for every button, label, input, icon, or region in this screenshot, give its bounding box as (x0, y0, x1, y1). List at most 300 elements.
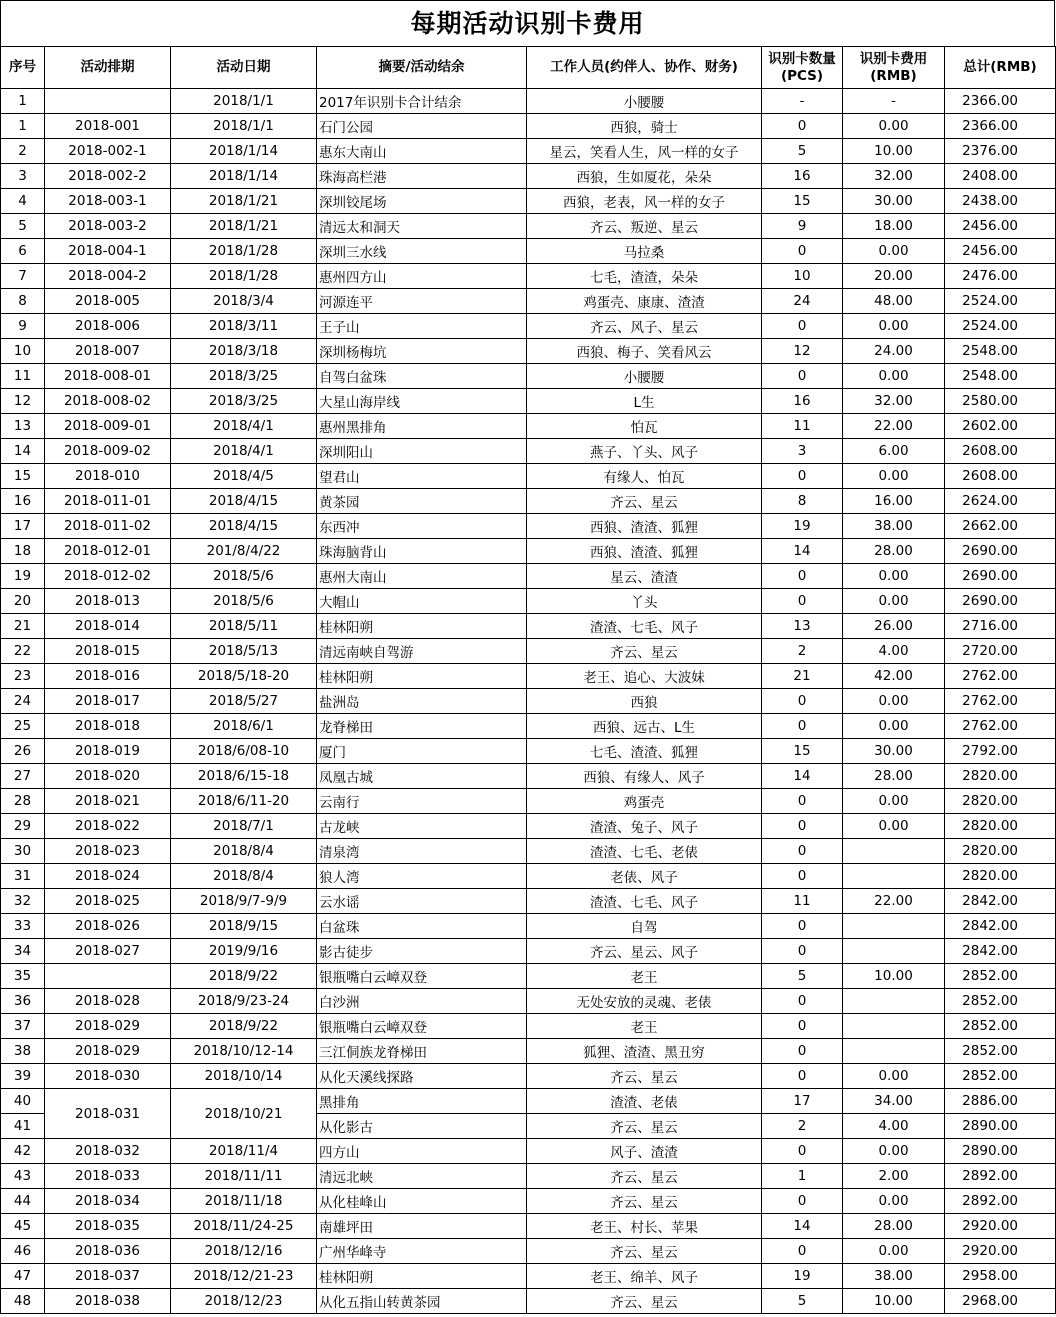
cell-summary[interactable]: 大星山海岸线 (317, 389, 527, 414)
cell-summary[interactable]: 桂林阳朔 (317, 614, 527, 639)
cell-seq[interactable]: 33 (1, 914, 45, 939)
cell-date[interactable]: 2018/4/15 (171, 489, 317, 514)
cell-fee[interactable]: 30.00 (843, 739, 945, 764)
cell-count[interactable]: 0 (762, 1239, 843, 1264)
cell-schedule[interactable]: 2018-023 (45, 839, 171, 864)
cell-staff[interactable]: 渣渣、七毛、风子 (527, 614, 762, 639)
cell-summary[interactable]: 狼人湾 (317, 864, 527, 889)
cell-total[interactable]: 2608.00 (945, 464, 1056, 489)
cell-staff[interactable]: 西狼，老表，风一样的女子 (527, 189, 762, 214)
cell-seq[interactable]: 29 (1, 814, 45, 839)
cell-summary[interactable]: 白沙洲 (317, 989, 527, 1014)
cell-staff[interactable]: 齐云、星云 (527, 489, 762, 514)
cell-count[interactable]: 0 (762, 789, 843, 814)
cell-staff[interactable]: 燕子、丫头、风子 (527, 439, 762, 464)
cell-fee[interactable] (843, 989, 945, 1014)
cell-seq[interactable]: 30 (1, 839, 45, 864)
cell-total[interactable]: 2580.00 (945, 389, 1056, 414)
cell-total[interactable]: 2820.00 (945, 839, 1056, 864)
cell-count[interactable]: - (762, 89, 843, 114)
cell-count[interactable]: 5 (762, 1289, 843, 1314)
cell-total[interactable]: 2376.00 (945, 139, 1056, 164)
cell-total[interactable]: 2602.00 (945, 414, 1056, 439)
cell-date[interactable]: 2018/3/18 (171, 339, 317, 364)
cell-count[interactable]: 0 (762, 1039, 843, 1064)
cell-fee[interactable]: 0.00 (843, 1064, 945, 1089)
cell-total[interactable]: 2524.00 (945, 314, 1056, 339)
cell-staff[interactable]: 马拉桑 (527, 239, 762, 264)
cell-seq[interactable]: 2 (1, 139, 45, 164)
cell-staff[interactable]: 齐云、星云 (527, 1239, 762, 1264)
cell-summary[interactable]: 银瓶嘴白云嶂双登 (317, 1014, 527, 1039)
cell-seq[interactable]: 9 (1, 314, 45, 339)
cell-fee[interactable]: 22.00 (843, 889, 945, 914)
cell-seq[interactable]: 43 (1, 1164, 45, 1189)
cell-schedule[interactable]: 2018-037 (45, 1264, 171, 1289)
cell-summary[interactable]: 白盆珠 (317, 914, 527, 939)
cell-total[interactable]: 2968.00 (945, 1289, 1056, 1314)
cell-schedule[interactable]: 2018-006 (45, 314, 171, 339)
cell-count[interactable]: 2 (762, 1114, 843, 1139)
cell-total[interactable]: 2762.00 (945, 689, 1056, 714)
cell-staff[interactable]: 鸡蛋壳、康康、渣渣 (527, 289, 762, 314)
cell-summary[interactable]: 清远太和洞天 (317, 214, 527, 239)
cell-schedule[interactable]: 2018-033 (45, 1164, 171, 1189)
cell-summary[interactable]: 大帽山 (317, 589, 527, 614)
cell-total[interactable]: 2720.00 (945, 639, 1056, 664)
cell-summary[interactable]: 银瓶嘴白云嶂双登 (317, 964, 527, 989)
cell-total[interactable]: 2690.00 (945, 564, 1056, 589)
cell-fee[interactable] (843, 839, 945, 864)
cell-staff[interactable]: 小腰腰 (527, 89, 762, 114)
cell-count[interactable]: 19 (762, 514, 843, 539)
cell-staff[interactable]: 齐云、星云 (527, 639, 762, 664)
cell-count[interactable]: 10 (762, 264, 843, 289)
cell-fee[interactable]: 0.00 (843, 1239, 945, 1264)
cell-total[interactable]: 2920.00 (945, 1214, 1056, 1239)
cell-date[interactable]: 2018/1/21 (171, 214, 317, 239)
cell-seq[interactable]: 17 (1, 514, 45, 539)
cell-schedule[interactable]: 2018-001 (45, 114, 171, 139)
cell-fee[interactable]: 0.00 (843, 364, 945, 389)
cell-summary[interactable]: 清远北峡 (317, 1164, 527, 1189)
cell-fee[interactable]: 10.00 (843, 964, 945, 989)
cell-seq[interactable]: 20 (1, 589, 45, 614)
cell-seq[interactable]: 32 (1, 889, 45, 914)
cell-fee[interactable]: 0.00 (843, 589, 945, 614)
cell-count[interactable]: 16 (762, 164, 843, 189)
cell-summary[interactable]: 盐洲岛 (317, 689, 527, 714)
cell-seq[interactable]: 4 (1, 189, 45, 214)
cell-total[interactable]: 2624.00 (945, 489, 1056, 514)
cell-date[interactable]: 2018/4/1 (171, 439, 317, 464)
cell-summary[interactable]: 从化五指山转黄茶园 (317, 1289, 527, 1314)
cell-schedule[interactable] (45, 964, 171, 989)
cell-total[interactable]: 2548.00 (945, 339, 1056, 364)
cell-date[interactable]: 2018/1/28 (171, 239, 317, 264)
cell-seq[interactable]: 15 (1, 464, 45, 489)
cell-staff[interactable]: 老王 (527, 1014, 762, 1039)
cell-fee[interactable] (843, 864, 945, 889)
cell-total[interactable]: 2716.00 (945, 614, 1056, 639)
cell-staff[interactable]: 齐云、叛逆、星云 (527, 214, 762, 239)
cell-fee[interactable]: 48.00 (843, 289, 945, 314)
cell-schedule[interactable]: 2018-022 (45, 814, 171, 839)
cell-total[interactable]: 2958.00 (945, 1264, 1056, 1289)
cell-seq[interactable]: 40 (1, 1089, 45, 1114)
cell-total[interactable]: 2890.00 (945, 1114, 1056, 1139)
cell-total[interactable]: 2762.00 (945, 714, 1056, 739)
cell-date[interactable]: 2018/6/15-18 (171, 764, 317, 789)
cell-seq[interactable]: 19 (1, 564, 45, 589)
cell-summary[interactable]: 桂林阳朔 (317, 664, 527, 689)
cell-total[interactable]: 2456.00 (945, 239, 1056, 264)
cell-staff[interactable]: 渣渣、兔子、风子 (527, 814, 762, 839)
cell-staff[interactable]: 齐云、星云 (527, 1164, 762, 1189)
cell-count[interactable]: 1 (762, 1164, 843, 1189)
cell-fee[interactable]: 0.00 (843, 789, 945, 814)
cell-total[interactable]: 2792.00 (945, 739, 1056, 764)
cell-schedule[interactable]: 2018-011-01 (45, 489, 171, 514)
cell-seq[interactable]: 10 (1, 339, 45, 364)
cell-count[interactable]: 0 (762, 464, 843, 489)
cell-date[interactable]: 2018/1/1 (171, 89, 317, 114)
cell-staff[interactable]: 齐云、星云 (527, 1114, 762, 1139)
cell-summary[interactable]: 影古徒步 (317, 939, 527, 964)
cell-staff[interactable]: 西狼，骑士 (527, 114, 762, 139)
cell-summary[interactable]: 深圳杨梅坑 (317, 339, 527, 364)
cell-summary[interactable]: 黑排角 (317, 1089, 527, 1114)
cell-seq[interactable]: 36 (1, 989, 45, 1014)
cell-staff[interactable]: 西狼、渣渣、狐狸 (527, 514, 762, 539)
cell-fee[interactable]: 10.00 (843, 1289, 945, 1314)
cell-staff[interactable]: 丫头 (527, 589, 762, 614)
cell-date[interactable]: 2018/1/28 (171, 264, 317, 289)
cell-schedule[interactable]: 2018-025 (45, 889, 171, 914)
cell-seq[interactable]: 42 (1, 1139, 45, 1164)
cell-total[interactable]: 2366.00 (945, 89, 1056, 114)
cell-date[interactable]: 2018/9/7-9/9 (171, 889, 317, 914)
cell-total[interactable]: 2690.00 (945, 539, 1056, 564)
cell-date[interactable]: 2018/5/6 (171, 564, 317, 589)
cell-count[interactable]: 16 (762, 389, 843, 414)
cell-count[interactable]: 0 (762, 1014, 843, 1039)
cell-total[interactable]: 2690.00 (945, 589, 1056, 614)
cell-summary[interactable]: 珠海脑背山 (317, 539, 527, 564)
cell-schedule[interactable]: 2018-031 (45, 1089, 171, 1139)
cell-fee[interactable]: 0.00 (843, 1189, 945, 1214)
cell-count[interactable]: 0 (762, 939, 843, 964)
cell-seq[interactable]: 13 (1, 414, 45, 439)
cell-fee[interactable]: 42.00 (843, 664, 945, 689)
cell-total[interactable]: 2820.00 (945, 789, 1056, 814)
cell-seq[interactable]: 31 (1, 864, 45, 889)
cell-seq[interactable]: 39 (1, 1064, 45, 1089)
cell-seq[interactable]: 35 (1, 964, 45, 989)
cell-total[interactable]: 2524.00 (945, 289, 1056, 314)
cell-seq[interactable]: 22 (1, 639, 45, 664)
cell-fee[interactable]: 30.00 (843, 189, 945, 214)
cell-schedule[interactable]: 2018-008-02 (45, 389, 171, 414)
cell-summary[interactable]: 从化影古 (317, 1114, 527, 1139)
cell-summary[interactable]: 深圳铰尾场 (317, 189, 527, 214)
cell-count[interactable]: 21 (762, 664, 843, 689)
cell-schedule[interactable]: 2018-012-01 (45, 539, 171, 564)
cell-schedule[interactable]: 2018-036 (45, 1239, 171, 1264)
cell-fee[interactable] (843, 914, 945, 939)
cell-count[interactable]: 11 (762, 414, 843, 439)
cell-total[interactable]: 2662.00 (945, 514, 1056, 539)
cell-seq[interactable]: 46 (1, 1239, 45, 1264)
cell-fee[interactable]: 0.00 (843, 1139, 945, 1164)
cell-summary[interactable]: 深圳阳山 (317, 439, 527, 464)
cell-schedule[interactable]: 2018-003-1 (45, 189, 171, 214)
cell-schedule[interactable]: 2018-015 (45, 639, 171, 664)
cell-seq[interactable]: 37 (1, 1014, 45, 1039)
cell-fee[interactable]: 26.00 (843, 614, 945, 639)
cell-total[interactable]: 2456.00 (945, 214, 1056, 239)
cell-seq[interactable]: 34 (1, 939, 45, 964)
cell-total[interactable]: 2608.00 (945, 439, 1056, 464)
cell-fee[interactable]: 24.00 (843, 339, 945, 364)
cell-date[interactable]: 2018/3/25 (171, 364, 317, 389)
cell-date[interactable]: 2018/10/21 (171, 1089, 317, 1139)
cell-date[interactable]: 2018/4/1 (171, 414, 317, 439)
cell-staff[interactable]: 狐狸、渣渣、黑丑穷 (527, 1039, 762, 1064)
cell-summary[interactable]: 惠州黑排角 (317, 414, 527, 439)
cell-date[interactable]: 2018/6/1 (171, 714, 317, 739)
cell-summary[interactable]: 深圳三水线 (317, 239, 527, 264)
cell-seq[interactable]: 44 (1, 1189, 45, 1214)
cell-schedule[interactable]: 2018-011-02 (45, 514, 171, 539)
cell-staff[interactable]: 老王 (527, 964, 762, 989)
cell-count[interactable]: 3 (762, 439, 843, 464)
cell-date[interactable]: 2018/11/18 (171, 1189, 317, 1214)
cell-total[interactable]: 2548.00 (945, 364, 1056, 389)
cell-schedule[interactable]: 2018-004-2 (45, 264, 171, 289)
cell-summary[interactable]: 从化天溪线探路 (317, 1064, 527, 1089)
cell-count[interactable]: 14 (762, 539, 843, 564)
cell-date[interactable]: 2018/3/4 (171, 289, 317, 314)
cell-schedule[interactable]: 2018-002-2 (45, 164, 171, 189)
cell-date[interactable]: 2018/11/11 (171, 1164, 317, 1189)
cell-schedule[interactable]: 2018-019 (45, 739, 171, 764)
cell-fee[interactable]: 10.00 (843, 139, 945, 164)
cell-schedule[interactable]: 2018-003-2 (45, 214, 171, 239)
cell-seq[interactable]: 7 (1, 264, 45, 289)
cell-date[interactable]: 2019/9/16 (171, 939, 317, 964)
cell-seq[interactable]: 27 (1, 764, 45, 789)
cell-schedule[interactable]: 2018-010 (45, 464, 171, 489)
cell-staff[interactable]: 渣渣、七毛、老俵 (527, 839, 762, 864)
cell-staff[interactable]: 小腰腰 (527, 364, 762, 389)
cell-seq[interactable]: 47 (1, 1264, 45, 1289)
cell-staff[interactable]: 老王、追心、大波妹 (527, 664, 762, 689)
cell-count[interactable]: 0 (762, 914, 843, 939)
cell-staff[interactable]: 西狼、远古、L生 (527, 714, 762, 739)
cell-fee[interactable]: 0.00 (843, 714, 945, 739)
cell-fee[interactable]: 0.00 (843, 314, 945, 339)
cell-staff[interactable]: 齐云、星云、风子 (527, 939, 762, 964)
cell-date[interactable]: 2018/1/14 (171, 139, 317, 164)
cell-count[interactable]: 0 (762, 814, 843, 839)
cell-date[interactable]: 2018/11/4 (171, 1139, 317, 1164)
cell-count[interactable]: 0 (762, 314, 843, 339)
cell-total[interactable]: 2438.00 (945, 189, 1056, 214)
cell-staff[interactable]: L生 (527, 389, 762, 414)
cell-date[interactable]: 2018/6/11-20 (171, 789, 317, 814)
cell-fee[interactable]: 34.00 (843, 1089, 945, 1114)
cell-fee[interactable]: 0.00 (843, 689, 945, 714)
cell-summary[interactable]: 自驾白盆珠 (317, 364, 527, 389)
cell-summary[interactable]: 龙脊梯田 (317, 714, 527, 739)
cell-date[interactable]: 2018/5/18-20 (171, 664, 317, 689)
cell-staff[interactable]: 西狼、有缘人、风子 (527, 764, 762, 789)
cell-summary[interactable]: 惠州四方山 (317, 264, 527, 289)
cell-count[interactable]: 0 (762, 364, 843, 389)
cell-total[interactable]: 2892.00 (945, 1164, 1056, 1189)
cell-fee[interactable]: 28.00 (843, 1214, 945, 1239)
cell-staff[interactable]: 无处安放的灵魂、老俵 (527, 989, 762, 1014)
cell-schedule[interactable]: 2018-038 (45, 1289, 171, 1314)
cell-staff[interactable]: 老俵、风子 (527, 864, 762, 889)
cell-staff[interactable]: 鸡蛋壳 (527, 789, 762, 814)
cell-count[interactable]: 0 (762, 689, 843, 714)
cell-count[interactable]: 0 (762, 1139, 843, 1164)
cell-summary[interactable]: 三江侗族龙脊梯田 (317, 1039, 527, 1064)
cell-seq[interactable]: 21 (1, 614, 45, 639)
cell-seq[interactable]: 23 (1, 664, 45, 689)
cell-schedule[interactable]: 2018-014 (45, 614, 171, 639)
cell-schedule[interactable]: 2018-027 (45, 939, 171, 964)
cell-count[interactable]: 11 (762, 889, 843, 914)
cell-seq[interactable]: 11 (1, 364, 45, 389)
cell-summary[interactable]: 广州华峰寺 (317, 1239, 527, 1264)
cell-count[interactable]: 14 (762, 1214, 843, 1239)
cell-summary[interactable]: 珠海高栏港 (317, 164, 527, 189)
cell-summary[interactable]: 惠东大南山 (317, 139, 527, 164)
cell-schedule[interactable]: 2018-002-1 (45, 139, 171, 164)
cell-schedule[interactable]: 2018-018 (45, 714, 171, 739)
cell-count[interactable]: 13 (762, 614, 843, 639)
cell-fee[interactable]: 2.00 (843, 1164, 945, 1189)
cell-date[interactable]: 2018/5/6 (171, 589, 317, 614)
cell-fee[interactable]: 38.00 (843, 1264, 945, 1289)
cell-staff[interactable]: 渣渣、七毛、风子 (527, 889, 762, 914)
cell-total[interactable]: 2892.00 (945, 1189, 1056, 1214)
cell-schedule[interactable]: 2018-009-01 (45, 414, 171, 439)
cell-staff[interactable]: 西狼 (527, 689, 762, 714)
cell-date[interactable]: 2018/4/15 (171, 514, 317, 539)
cell-staff[interactable]: 七毛、渣渣、狐狸 (527, 739, 762, 764)
cell-summary[interactable]: 惠州大南山 (317, 564, 527, 589)
cell-date[interactable]: 2018/9/22 (171, 1014, 317, 1039)
cell-summary[interactable]: 石门公园 (317, 114, 527, 139)
cell-total[interactable]: 2366.00 (945, 114, 1056, 139)
cell-staff[interactable]: 西狼，生如厦花，朵朵 (527, 164, 762, 189)
cell-count[interactable]: 0 (762, 864, 843, 889)
cell-total[interactable]: 2852.00 (945, 1064, 1056, 1089)
cell-fee[interactable]: 0.00 (843, 564, 945, 589)
cell-staff[interactable]: 怕瓦 (527, 414, 762, 439)
cell-summary[interactable]: 望君山 (317, 464, 527, 489)
cell-staff[interactable]: 齐云、风子、星云 (527, 314, 762, 339)
cell-staff[interactable]: 齐云、星云 (527, 1064, 762, 1089)
cell-count[interactable]: 15 (762, 739, 843, 764)
cell-date[interactable]: 2018/4/5 (171, 464, 317, 489)
cell-schedule[interactable]: 2018-007 (45, 339, 171, 364)
cell-schedule[interactable]: 2018-030 (45, 1064, 171, 1089)
cell-seq[interactable]: 1 (1, 114, 45, 139)
cell-schedule[interactable]: 2018-021 (45, 789, 171, 814)
cell-count[interactable]: 9 (762, 214, 843, 239)
cell-schedule[interactable]: 2018-017 (45, 689, 171, 714)
cell-count[interactable]: 0 (762, 989, 843, 1014)
cell-date[interactable]: 2018/7/1 (171, 814, 317, 839)
cell-total[interactable]: 2408.00 (945, 164, 1056, 189)
cell-total[interactable]: 2890.00 (945, 1139, 1056, 1164)
cell-schedule[interactable]: 2018-020 (45, 764, 171, 789)
cell-fee[interactable]: 22.00 (843, 414, 945, 439)
cell-date[interactable]: 2018/1/21 (171, 189, 317, 214)
cell-seq[interactable]: 28 (1, 789, 45, 814)
cell-total[interactable]: 2476.00 (945, 264, 1056, 289)
cell-fee[interactable]: 32.00 (843, 389, 945, 414)
cell-summary[interactable]: 河源连平 (317, 289, 527, 314)
cell-total[interactable]: 2820.00 (945, 864, 1056, 889)
cell-staff[interactable]: 渣渣、老俵 (527, 1089, 762, 1114)
cell-count[interactable]: 0 (762, 1189, 843, 1214)
cell-date[interactable]: 2018/1/14 (171, 164, 317, 189)
cell-count[interactable]: 0 (762, 839, 843, 864)
cell-summary[interactable]: 古龙峡 (317, 814, 527, 839)
cell-summary[interactable]: 云南行 (317, 789, 527, 814)
cell-summary[interactable]: 2017年识别卡合计结余 (317, 89, 527, 114)
cell-staff[interactable]: 七毛，渣渣，朵朵 (527, 264, 762, 289)
cell-count[interactable]: 2 (762, 639, 843, 664)
cell-date[interactable]: 2018/8/4 (171, 839, 317, 864)
cell-count[interactable]: 5 (762, 964, 843, 989)
cell-date[interactable]: 2018/5/27 (171, 689, 317, 714)
cell-fee[interactable]: 0.00 (843, 239, 945, 264)
cell-schedule[interactable]: 2018-016 (45, 664, 171, 689)
cell-date[interactable]: 2018/5/11 (171, 614, 317, 639)
cell-date[interactable]: 2018/12/21-23 (171, 1264, 317, 1289)
cell-date[interactable]: 2018/9/22 (171, 964, 317, 989)
cell-fee[interactable]: 4.00 (843, 639, 945, 664)
cell-summary[interactable]: 凤凰古城 (317, 764, 527, 789)
cell-fee[interactable]: 32.00 (843, 164, 945, 189)
cell-date[interactable]: 2018/1/1 (171, 114, 317, 139)
cell-seq[interactable]: 16 (1, 489, 45, 514)
cell-seq[interactable]: 18 (1, 539, 45, 564)
cell-summary[interactable]: 清远南峡自驾游 (317, 639, 527, 664)
cell-staff[interactable]: 齐云、星云 (527, 1289, 762, 1314)
cell-schedule[interactable] (45, 89, 171, 114)
cell-fee[interactable]: 16.00 (843, 489, 945, 514)
cell-schedule[interactable]: 2018-035 (45, 1214, 171, 1239)
cell-total[interactable]: 2852.00 (945, 1014, 1056, 1039)
cell-summary[interactable]: 王子山 (317, 314, 527, 339)
cell-count[interactable]: 0 (762, 714, 843, 739)
cell-count[interactable]: 8 (762, 489, 843, 514)
cell-staff[interactable]: 星云，笑看人生，风一样的女子 (527, 139, 762, 164)
cell-fee[interactable]: - (843, 89, 945, 114)
cell-staff[interactable]: 星云、渣渣 (527, 564, 762, 589)
cell-staff[interactable]: 自驾 (527, 914, 762, 939)
cell-schedule[interactable]: 2018-032 (45, 1139, 171, 1164)
cell-fee[interactable]: 38.00 (843, 514, 945, 539)
